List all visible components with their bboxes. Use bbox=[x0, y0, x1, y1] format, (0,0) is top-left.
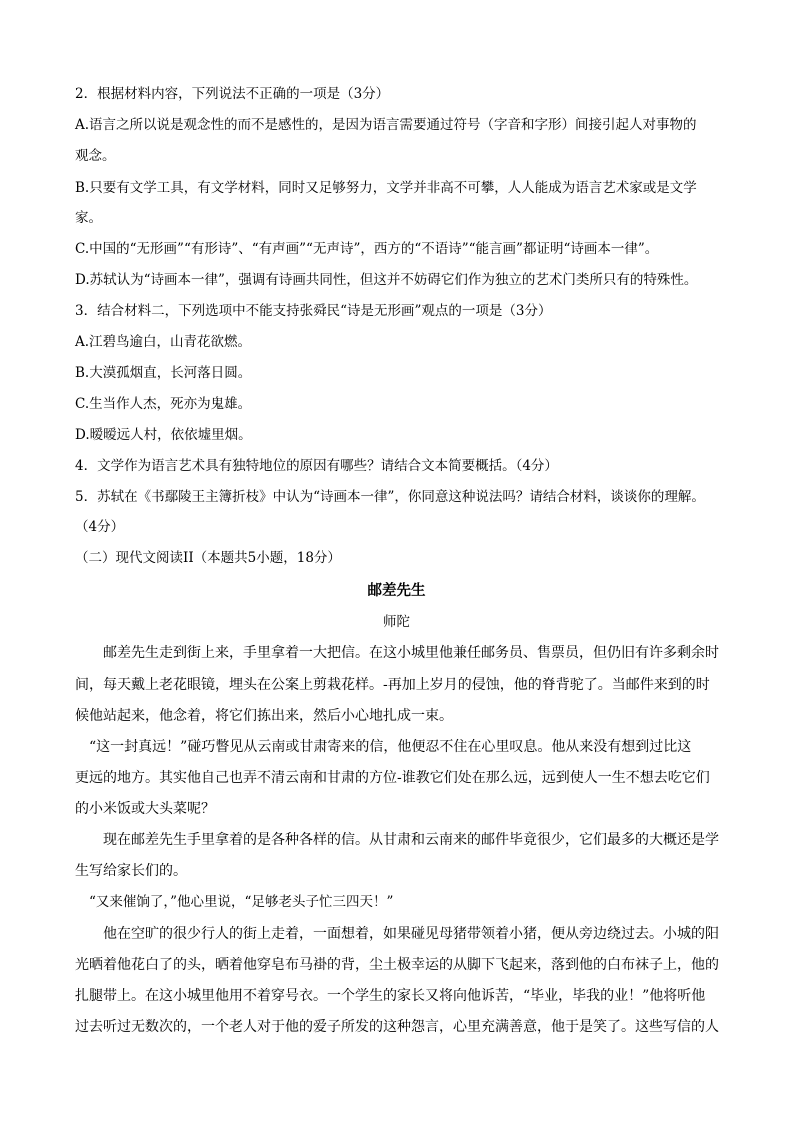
question-2-option-b-line-2: 家。 bbox=[75, 210, 102, 226]
paragraph-2-line-1: “这一封真远！”碰巧瞥见从云南或甘肃寄来的信，他便忍不住在心里叹息。他从来没有想到过比这 bbox=[89, 739, 692, 755]
article-author: 师陀 bbox=[383, 614, 410, 630]
question-5-line-2: （4分） bbox=[75, 519, 125, 535]
question-3-stem: 3．结合材料二，下列选项中不能支持张舜民“诗是无形画”观点的一项是（3分） bbox=[75, 303, 552, 319]
question-5-line-1: 5．苏轼在《书鄢陵王主簿折枝》中认为“诗画本一律”，你同意这种说法吗？请结合材料，谈谈你的理解。 bbox=[75, 489, 705, 505]
paragraph-2-line-2: 更远的地方。其实他自己也弄不清云南和甘肃的方位-谁教它们处在那么远，远到使人一生不想去吃它们 bbox=[75, 770, 710, 786]
question-2-stem: 2．根据材料内容，下列说法不正确的一项是（3分） bbox=[75, 86, 390, 102]
question-3-option-c: C.生当作人杰，死亦为鬼雄。 bbox=[75, 396, 252, 412]
paragraph-5-line-2: 光晒着他花白了的头，晒着他穿皂布马褂的背，尘土极幸运的从脚下飞起来，落到他的白布袜子上，他的 bbox=[75, 957, 719, 973]
question-2-option-a-line-1: A.语言之所以说是观念性的而不是感性的，是因为语言需要通过符号（字音和字形）间接引起人对事物的 bbox=[75, 117, 697, 133]
question-2-option-c: C.中国的“无形画”“有形诗”、“有声画”“无声诗”，西方的“不语诗”“能言画”都证明“诗画本一律”。 bbox=[75, 241, 659, 257]
paragraph-3-line-2: 生写给家长们的。 bbox=[75, 863, 187, 879]
question-2-option-a-line-2: 观念。 bbox=[75, 148, 116, 164]
paragraph-5-line-3: 扎腿带上。在这小城里他用不着穿号衣。一个学生的家长又将向他诉苦，“毕业，毕我的业！”他将听他 bbox=[75, 988, 706, 1004]
paragraph-5-line-1: 他在空旷的很少行人的街上走着，一面想着，如果碰见母猪带领着小猪，便从旁边绕过去。小城的阳 bbox=[103, 926, 719, 942]
paragraph-1-line-1: 邮差先生走到街上来，手里拿着一大把信。在这小城里他兼任邮务员、售票员，但仍旧有许多剩余时 bbox=[103, 645, 719, 661]
paragraph-1-line-2: 间，每天戴上老花眼镜，埋头在公案上剪栽花样。-再加上岁月的侵蚀，他的脊背驼了。当邮件来到的时 bbox=[75, 677, 710, 693]
paragraph-5-line-4: 过去听过无数次的，一个老人对于他的爱子所发的这种怨言，心里充满善意，他于是笑了。这些写信的人 bbox=[75, 1019, 719, 1035]
paragraph-3-line-1: 现在邮差先生手里拿着的是各种各样的信。从甘肃和云南来的邮件毕竟很少，它们最多的大概还是学 bbox=[103, 832, 719, 848]
question-3-option-d: D.暧暧远人村，依依墟里烟。 bbox=[75, 427, 252, 443]
question-2-option-d: D.苏轼认为“诗画本一律”，强调有诗画共同性，但这并不妨碍它们作为独立的艺术门类所只有的特殊性。 bbox=[75, 272, 698, 288]
question-3-option-a: A.江碧鸟逾白，山青花欲燃。 bbox=[75, 334, 252, 350]
article-title: 邮差先生 bbox=[367, 582, 426, 599]
section-header: （二）现代文阅读II（本题共5小题，18分） bbox=[75, 550, 341, 566]
paragraph-1-line-3: 候他站起来，他念着，将它们拣出来，然后小心地扎成一束。 bbox=[75, 708, 453, 724]
question-4: 4．文学作为语言艺术具有独特地位的原因有哪些？请结合文本简要概括。（4分） bbox=[75, 458, 558, 474]
paragraph-2-line-3: 的小米饭或大头菜呢？ bbox=[75, 801, 215, 817]
question-3-option-b: B.大漠孤烟直，长河落日圆。 bbox=[75, 365, 252, 381]
question-2-option-b-line-1: B.只要有文学工具，有文学材料，同时又足够努力，文学并非高不可攀，人人能成为语言艺术家或是文学 bbox=[75, 180, 697, 196]
paragraph-4: “又来催饷了，”他心里说，“足够老头子忙三四天！” bbox=[89, 894, 394, 910]
